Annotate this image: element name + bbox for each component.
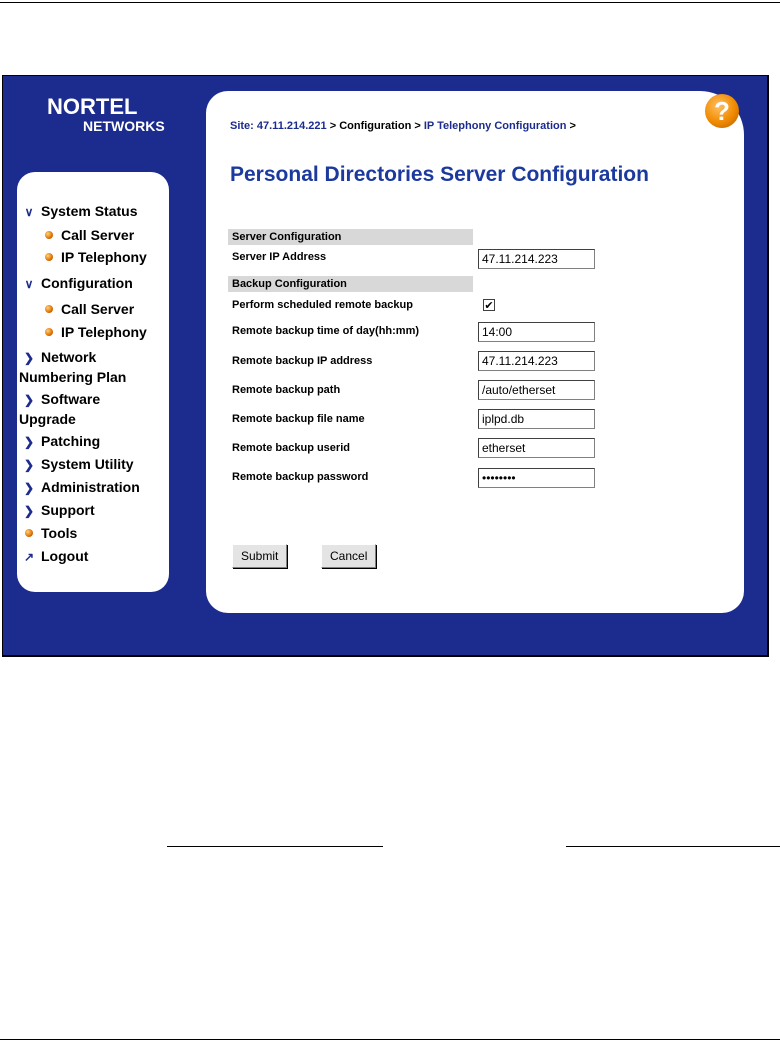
sidebar-item-support[interactable]: ❯ Support bbox=[21, 501, 95, 521]
bullet-icon bbox=[41, 249, 57, 268]
server-ip-input[interactable] bbox=[478, 249, 595, 269]
breadcrumb-sep: > bbox=[566, 120, 576, 132]
cancel-button[interactable]: Cancel bbox=[321, 544, 376, 568]
sidebar-item-config-ip-telephony[interactable]: IP Telephony bbox=[41, 323, 147, 343]
scheduled-backup-label: Perform scheduled remote backup bbox=[232, 299, 413, 311]
sidebar-item-tools[interactable]: Tools bbox=[21, 524, 77, 544]
sidebar-item-status-call-server[interactable]: Call Server bbox=[41, 226, 134, 246]
backup-file-input[interactable] bbox=[478, 409, 595, 429]
breadcrumb bbox=[230, 120, 576, 132]
backup-time-label: Remote backup time of day(hh:mm) bbox=[232, 325, 420, 337]
chevron-down-icon: ∨ bbox=[24, 205, 34, 219]
top-rule bbox=[0, 2, 780, 3]
chevron-right-icon: ❯ bbox=[23, 481, 35, 495]
sidebar-item-software-upgrade[interactable]: ❯ Software Upgrade bbox=[19, 391, 101, 427]
logout-icon: ↗ bbox=[23, 550, 35, 564]
sidebar-item-network-numbering-plan[interactable]: ❯ Network Numbering Plan bbox=[19, 349, 127, 385]
logo-line1: NORTEL bbox=[47, 94, 138, 119]
breadcrumb-sep: > bbox=[326, 120, 340, 132]
server-ip-label: Server IP Address bbox=[232, 251, 327, 263]
backup-file-label: Remote backup file name bbox=[232, 413, 365, 425]
breadcrumb-sep: > bbox=[411, 120, 424, 132]
signature-line-left bbox=[167, 846, 383, 847]
sidebar-item-administration[interactable]: ❯ Administration bbox=[21, 478, 140, 498]
sidebar-item-configuration[interactable]: ∨ Configuration bbox=[21, 274, 133, 294]
backup-path-label: Remote backup path bbox=[232, 384, 341, 396]
chevron-right-icon: ❯ bbox=[23, 435, 35, 449]
sidebar-item-status-ip-telephony[interactable]: IP Telephony bbox=[41, 248, 147, 268]
bullet-icon bbox=[41, 324, 57, 343]
submit-button[interactable]: Submit bbox=[232, 544, 287, 568]
backup-password-label: Remote backup password bbox=[232, 471, 369, 483]
breadcrumb-ip-telephony[interactable]: IP Telephony Configuration bbox=[423, 120, 567, 132]
breadcrumb-configuration[interactable]: Configuration bbox=[339, 120, 412, 132]
section-server-configuration: Server Configuration bbox=[228, 229, 473, 245]
sidebar-item-system-status[interactable]: ∨ System Status bbox=[21, 202, 137, 222]
sidebar-item-logout[interactable]: ↗ Logout bbox=[21, 547, 88, 567]
backup-ip-input[interactable] bbox=[478, 351, 595, 371]
backup-ip-label: Remote backup IP address bbox=[232, 355, 373, 367]
chevron-right-icon: ❯ bbox=[23, 393, 35, 407]
chevron-down-icon: ∨ bbox=[24, 277, 34, 291]
backup-time-input[interactable] bbox=[478, 322, 595, 342]
signature-line-right bbox=[566, 846, 780, 847]
logo-line2: NETWORKS bbox=[83, 118, 165, 134]
app-frame bbox=[2, 75, 769, 657]
sidebar-item-system-utility[interactable]: ❯ System Utility bbox=[21, 455, 134, 475]
sidebar-item-config-call-server[interactable]: Call Server bbox=[41, 300, 134, 320]
chevron-right-icon: ❯ bbox=[23, 458, 35, 472]
breadcrumb-site[interactable]: Site: 47.11.214.221 bbox=[230, 120, 327, 132]
backup-userid-input[interactable] bbox=[478, 438, 595, 458]
bottom-rule bbox=[0, 1039, 780, 1040]
chevron-right-icon: ❯ bbox=[23, 504, 35, 518]
section-backup-configuration: Backup Configuration bbox=[228, 276, 473, 292]
help-icon[interactable]: ? bbox=[705, 94, 739, 128]
scheduled-backup-checkbox[interactable]: ✔ bbox=[484, 300, 494, 312]
bullet-icon bbox=[21, 525, 37, 544]
content-panel bbox=[206, 91, 744, 613]
bullet-icon bbox=[41, 227, 57, 246]
bullet-icon bbox=[41, 301, 57, 320]
page-title: Personal Directories Server Configuration bbox=[230, 163, 649, 186]
backup-userid-label: Remote backup userid bbox=[232, 442, 350, 454]
backup-path-input[interactable] bbox=[478, 380, 595, 400]
sidebar bbox=[17, 172, 169, 592]
backup-password-input[interactable] bbox=[478, 468, 595, 488]
chevron-right-icon: ❯ bbox=[23, 351, 35, 365]
sidebar-item-patching[interactable]: ❯ Patching bbox=[21, 432, 100, 452]
